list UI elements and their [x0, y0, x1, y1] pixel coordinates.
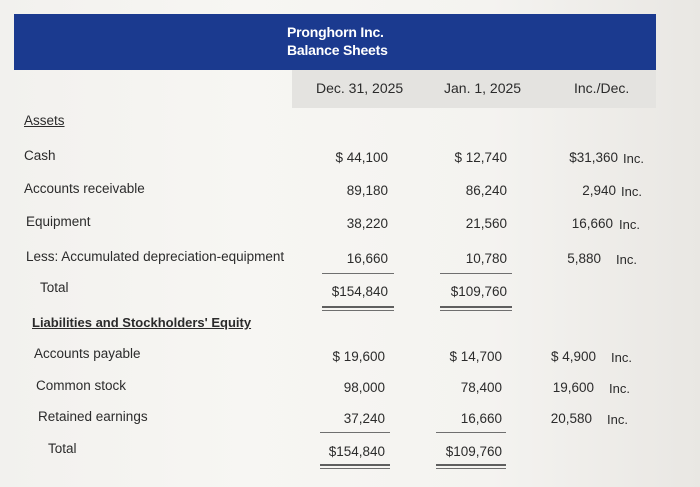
total-double-rule: [440, 310, 512, 311]
assets-heading: Assets: [24, 113, 65, 128]
cell-jan: 10,780: [465, 251, 507, 266]
liabilities-total-label: Total: [48, 441, 77, 456]
cell-change: 20,580: [550, 411, 592, 426]
statement-title: Balance Sheets: [287, 42, 388, 58]
liabilities-heading: Liabilities and Stockholders' Equity: [32, 315, 252, 330]
company-title: [287, 23, 388, 59]
total-double-rule: [320, 464, 390, 466]
cell-dec: $ 44,100: [335, 150, 388, 165]
cell-change: 16,660: [571, 216, 613, 231]
column-header-dec: Dec. 31, 2025: [316, 80, 404, 96]
cell-change: 19,600: [552, 380, 594, 395]
assets-total-jan: $109,760: [450, 284, 507, 299]
row-label: Common stock: [36, 378, 127, 393]
cell-dec: $ 19,600: [332, 349, 385, 364]
total-double-rule: [322, 310, 394, 311]
cell-direction: Inc.: [616, 252, 637, 267]
cell-jan: 21,560: [465, 216, 507, 231]
total-double-rule: [436, 464, 506, 466]
cell-change: 2,940: [582, 183, 616, 198]
total-double-rule: [440, 306, 512, 308]
assets-total-label: Total: [40, 280, 69, 295]
cell-direction: Inc.: [607, 412, 628, 427]
cell-direction: Inc.: [623, 151, 644, 166]
row-label: Accounts payable: [34, 346, 141, 361]
cell-dec: 16,660: [346, 251, 388, 266]
cell-jan: 78,400: [460, 380, 502, 395]
cell-jan: 16,660: [460, 411, 502, 426]
liabilities-total-dec: $154,840: [328, 444, 385, 459]
cell-dec: 37,240: [343, 411, 385, 426]
row-label: Less: Accumulated depreciation-equipment: [26, 249, 285, 264]
cell-jan: $ 14,700: [449, 349, 502, 364]
row-label: Cash: [24, 148, 56, 163]
assets-total-dec: $154,840: [331, 284, 388, 299]
total-double-rule: [320, 468, 390, 469]
subtotal-rule: [436, 432, 506, 433]
total-double-rule: [436, 468, 506, 469]
cell-jan: $ 12,740: [454, 150, 507, 165]
company-name: Pronghorn Inc.: [287, 24, 384, 40]
row-label: Accounts receivable: [24, 181, 145, 196]
cell-dec: 89,180: [346, 183, 388, 198]
cell-direction: Inc.: [621, 184, 642, 199]
row-label: Retained earnings: [38, 409, 148, 424]
cell-change: 5,880: [567, 251, 601, 266]
subtotal-rule: [320, 432, 390, 433]
row-label: Equipment: [26, 214, 91, 229]
cell-direction: Inc.: [611, 350, 632, 365]
total-double-rule: [322, 306, 394, 308]
column-header-jan: Jan. 1, 2025: [444, 80, 522, 96]
subtotal-rule: [440, 273, 512, 274]
column-header-change: Inc./Dec.: [574, 80, 630, 96]
cell-dec: 98,000: [343, 380, 385, 395]
subtotal-rule: [322, 273, 394, 274]
cell-change: $31,360: [569, 150, 618, 165]
cell-jan: 86,240: [465, 183, 507, 198]
cell-direction: Inc.: [619, 217, 640, 232]
cell-dec: 38,220: [346, 216, 388, 231]
cell-direction: Inc.: [609, 381, 630, 396]
cell-change: $ 4,900: [550, 349, 596, 364]
liabilities-total-jan: $109,760: [445, 444, 502, 459]
